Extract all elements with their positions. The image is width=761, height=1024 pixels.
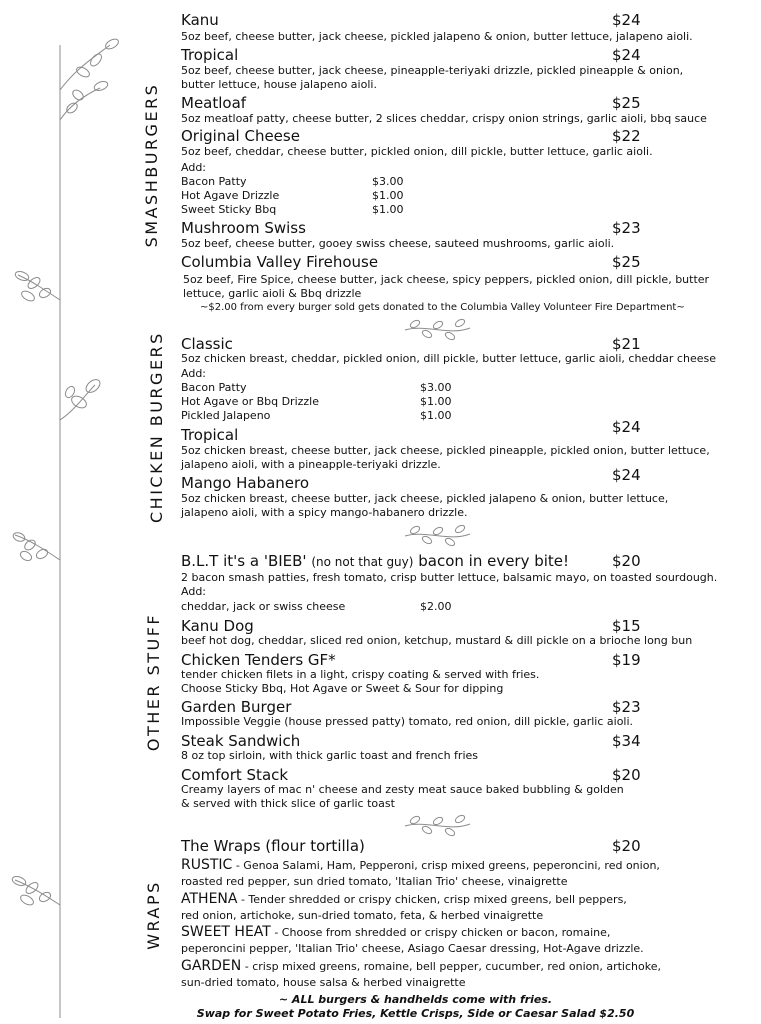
addon-price: $1.00 [372,189,404,202]
item-name: Columbia Valley Firehouse [181,253,379,271]
leaf-divider [400,812,475,840]
addon-name: Sweet Sticky Bbq [181,203,277,216]
addon-name: cheddar, jack or swiss cheese [181,600,346,613]
item-price: $22 [612,127,641,145]
item-description: 5oz beef, cheddar, cheese butter, pickled onion, dill pickle, butter lettuce, garlic aioli. [181,145,653,158]
wrap-description: red onion, artichoke, sun-dried tomato, feta, & herbed vinaigrette [181,909,544,922]
item-name [181,552,569,571]
item-description: Creamy layers of mac n' cheese and zesty meat sauce baked bubbling & golden [181,783,624,796]
leaf-divider [400,316,475,344]
item-description: 5oz chicken breast, cheese butter, jack cheese, pickled pineapple, pickled onion, butter lettuce, [181,444,710,457]
addon-price: $3.00 [420,381,452,394]
item-description: tender chicken filets in a light, crispy coating & served with fries. [181,668,540,681]
wrap-description: roasted red pepper, sun dried tomato, 'Italian Trio' cheese, vinaigrette [181,875,568,888]
leaf-divider [400,522,475,550]
addon-price: $1.00 [372,203,404,216]
addon-name: Bacon Patty [181,175,247,188]
item-name: Steak Sandwich [181,732,301,750]
item-description: jalapeno aioli, with a pineapple-teriyaki drizzle. [181,458,441,471]
item-name: Meatloaf [181,94,247,112]
item-name: Chicken Tenders GF* [181,651,336,669]
item-description: 2 bacon smash patties, fresh tomato, crisp butter lettuce, balsamic mayo, on toasted sourdough. [181,571,718,584]
wrap-description: sun-dried tomato, house salsa & herbed vinaigrette [181,976,466,989]
item-name: Classic [181,335,233,353]
item-description: 5oz beef, cheese butter, jack cheese, pickled jalapeno & onion, butter lettuce, jalapeno aioli. [181,30,693,43]
item-description: 5oz beef, cheese butter, jack cheese, pineapple-teriyaki drizzle, pickled pineapple & onion, [181,64,684,77]
item-name: Tropical [181,46,239,64]
add-label: Add: [181,585,207,598]
item-description: 5oz chicken breast, cheese butter, jack cheese, pickled jalapeno & onion, butter lettuce, [181,492,669,505]
item-description: 5oz meatloaf patty, cheese butter, 2 slices cheddar, crispy onion strings, garlic aioli, bbq sauce [181,112,707,125]
addon-name: Hot Agave or Bbq Drizzle [181,395,320,408]
item-price: $20 [612,552,641,570]
item-name: Kanu [181,11,219,29]
item-description: 5oz beef, cheese butter, gooey swiss cheese, sauteed mushrooms, garlic aioli. [181,237,615,250]
item-name: Tropical [181,426,239,444]
wrap-description: - Choose from shredded or crispy chicken or bacon, romaine, [270,926,611,939]
item-description: 5oz beef, Fire Spice, cheese butter, jack cheese, spicy peppers, pickled onion, dill pickle, butter [183,273,710,286]
item-price: $23 [612,219,641,237]
item-price: $20 [612,766,641,784]
item-description: Impossible Veggie (house pressed patty) tomato, red onion, dill pickle, garlic aioli. [181,715,634,728]
wrap-name: SWEET HEAT [181,924,271,940]
item-description: jalapeno aioli, with a spicy mango-habanero drizzle. [181,506,468,519]
item-name: Original Cheese [181,127,300,145]
item-name: Mango Habanero [181,474,310,492]
vine-decoration [0,0,140,1024]
item-price: $24 [612,418,641,436]
item-name: Mushroom Swiss [181,219,306,237]
item-description: butter lettuce, house jalapeno aioli. [181,78,377,91]
wrap-garden [181,959,661,974]
wrap-name: RUSTIC [181,857,233,873]
item-name: Comfort Stack [181,766,289,784]
section-label-smashburgers: SMASHBURGERS [142,82,161,248]
item-description: 5oz chicken breast, cheddar, pickled onion, dill pickle, butter lettuce, garlic aioli, cheddar cheese [181,352,716,365]
wrap-description: peperoncini pepper, 'Italian Trio' cheese, Asiago Caesar dressing, Hot-Agave drizzle. [181,942,644,955]
footer-line: ~ ALL burgers & handhelds come with fries. [278,993,553,1006]
addon-price: $1.00 [420,395,452,408]
item-name: Kanu Dog [181,617,254,635]
wrap-description: - crisp mixed greens, romaine, bell pepper, cucumber, red onion, artichoke, [241,960,661,973]
item-name-part: B.L.T it's a 'BIEB' [181,552,307,570]
item-description: & served with thick slice of garlic toast [181,797,395,810]
donation-note: ~$2.00 from every burger sold gets donated to the Columbia Valley Volunteer Fire Department~ [200,302,685,313]
item-name: Garden Burger [181,698,292,716]
section-label-chicken-burgers: CHICKEN BURGERS [147,331,166,523]
wrap-rustic [181,858,660,873]
addon-name: Bacon Patty [181,381,247,394]
add-label: Add: [181,161,207,174]
item-name-part: bacon in every bite! [418,552,570,570]
item-price: $19 [612,651,641,669]
wrap-name: ATHENA [181,891,238,907]
addon-name: Hot Agave Drizzle [181,189,280,202]
item-price: $25 [612,253,641,271]
item-description: 8 oz top sirloin, with thick garlic toast and french fries [181,749,478,762]
footer-line: Swap for Sweet Potato Fries, Kettle Crisps, Side or Caesar Salad $2.50 [196,1007,635,1020]
wrap-name: GARDEN [181,958,242,974]
section-label-other-stuff: OTHER STUFF [144,612,163,752]
item-price: $24 [612,466,641,484]
wrap-sweet-heat [181,925,610,940]
item-price: $24 [612,46,641,64]
item-price: $15 [612,617,641,635]
wraps-price: $20 [612,837,641,855]
add-label: Add: [181,367,207,380]
wraps-title: The Wraps (flour tortilla) [181,837,365,855]
addon-price: $2.00 [420,600,452,613]
addon-price: $3.00 [372,175,404,188]
item-price: $34 [612,732,641,750]
item-description: beef hot dog, cheddar, sliced red onion, ketchup, mustard & dill pickle on a brioche long bun [181,634,693,647]
addon-price: $1.00 [420,409,452,422]
item-name-aside: (no not that guy) [311,555,414,569]
item-price: $24 [612,11,641,29]
item-description: lettuce, garlic aioli & Bbq drizzle [183,287,362,300]
section-label-wraps: WRAPS [144,880,163,950]
wrap-description: - Tender shredded or crispy chicken, crisp mixed greens, bell peppers, [237,893,627,906]
addon-name: Pickled Jalapeno [181,409,271,422]
item-description: Choose Sticky Bbq, Hot Agave or Sweet & Sour for dipping [181,682,504,695]
wrap-description: - Genoa Salami, Ham, Pepperoni, crisp mixed greens, peperoncini, red onion, [232,859,660,872]
item-price: $25 [612,94,641,112]
item-price: $23 [612,698,641,716]
item-price: $21 [612,335,641,353]
wrap-athena [181,892,627,907]
